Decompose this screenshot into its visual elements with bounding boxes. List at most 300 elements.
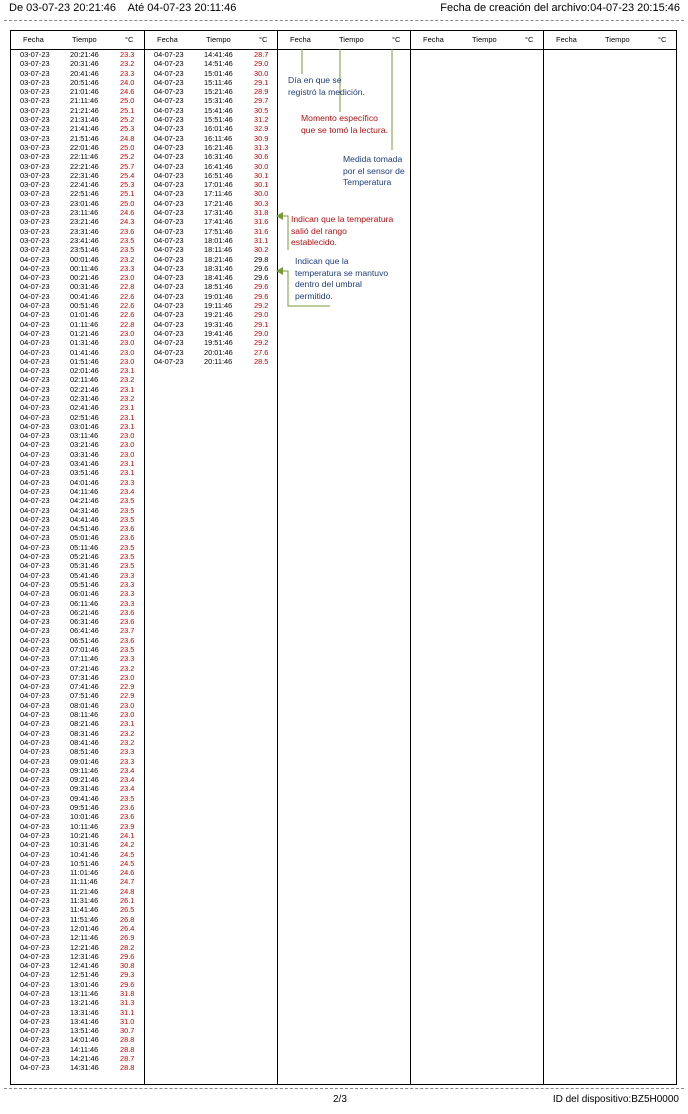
- cell-temp: 23.5: [120, 235, 135, 245]
- table-row: [11, 236, 144, 245]
- cell-date: 04-07-23: [20, 291, 50, 301]
- cell-time: 07:31:46: [70, 672, 99, 682]
- table-row: [145, 171, 278, 180]
- cell-date: 04-07-23: [154, 105, 184, 115]
- cell-temp: 29.2: [254, 301, 269, 311]
- table-row: [11, 468, 144, 477]
- cell-time: 00:51:46: [70, 301, 99, 311]
- cell-time: 18:11:46: [204, 245, 233, 255]
- cell-date: 04-07-23: [20, 914, 50, 924]
- table-row: [145, 264, 278, 273]
- cell-temp: 25.0: [120, 142, 135, 152]
- table-row: [145, 255, 278, 264]
- cell-temp: 29.1: [254, 77, 269, 87]
- cell-time: 15:41:46: [204, 105, 233, 115]
- cell-time: 08:41:46: [70, 737, 99, 747]
- cell-date: 04-07-23: [20, 254, 50, 264]
- cell-time: 00:11:46: [70, 263, 99, 273]
- cell-time: 18:51:46: [204, 282, 233, 292]
- cell-temp: 23.1: [120, 459, 135, 469]
- cell-temp: 23.5: [120, 645, 135, 654]
- cell-temp: 23.6: [120, 635, 135, 645]
- cell-temp: 24.6: [120, 87, 135, 97]
- table-row: [11, 998, 144, 1007]
- created-label: Fecha de creación del archivo:: [440, 2, 591, 14]
- cell-temp: 25.1: [120, 189, 135, 199]
- table-row: [145, 180, 278, 189]
- cell-temp: 30.3: [254, 198, 269, 208]
- table-row: [11, 970, 144, 979]
- cell-time: 00:31:46: [70, 282, 99, 292]
- cell-date: 04-07-23: [20, 858, 50, 868]
- cell-time: 13:41:46: [70, 1016, 99, 1026]
- cell-time: 01:01:46: [70, 310, 99, 320]
- cell-time: 12:31:46: [70, 951, 99, 961]
- table-row: [11, 524, 144, 533]
- cell-temp: 22.6: [120, 291, 135, 301]
- cell-time: 09:11:46: [70, 765, 99, 775]
- cell-temp: 24.8: [120, 133, 135, 143]
- table-row: [11, 645, 144, 654]
- cell-time: 12:21:46: [70, 942, 99, 952]
- cell-temp: 23.5: [120, 542, 135, 552]
- cell-time: 02:11:46: [70, 375, 99, 385]
- cell-date: 04-07-23: [20, 933, 50, 943]
- cell-temp: 23.1: [120, 403, 135, 413]
- cell-time: 01:51:46: [70, 356, 99, 366]
- table-row: [11, 664, 144, 673]
- table-row: [11, 794, 144, 803]
- cell-temp: 29.3: [120, 970, 135, 980]
- cell-temp: 23.1: [120, 384, 135, 394]
- cell-temp: 23.6: [120, 812, 135, 822]
- cell-temp: 23.3: [120, 570, 135, 580]
- cell-temp: 23.2: [120, 737, 135, 747]
- cell-time: 09:51:46: [70, 803, 99, 813]
- cell-date: 04-07-23: [20, 579, 50, 589]
- from-value: 03-07-23 20:21:46: [26, 2, 117, 14]
- cell-temp: 23.2: [120, 393, 135, 403]
- cell-time: 05:51:46: [70, 579, 99, 589]
- cell-temp: 29.6: [254, 273, 269, 283]
- cell-time: 20:11:46: [204, 356, 233, 366]
- cell-time: 03:31:46: [70, 449, 99, 459]
- table-row: [11, 943, 144, 952]
- cell-date: 04-07-23: [20, 998, 50, 1008]
- table-row: [11, 636, 144, 645]
- header-date: Fecha: [23, 35, 44, 44]
- cell-temp: 23.2: [120, 728, 135, 738]
- cell-date: 04-07-23: [20, 905, 50, 915]
- cell-time: 09:31:46: [70, 784, 99, 794]
- cell-temp: 23.0: [120, 347, 135, 357]
- cell-temp: 29.6: [254, 291, 269, 301]
- file-creation-date: [440, 2, 680, 14]
- table-row: [11, 171, 144, 180]
- cell-temp: 23.1: [120, 366, 135, 376]
- cell-temp: 31.8: [254, 208, 269, 218]
- column-header: [544, 31, 677, 50]
- cell-date: 04-07-23: [20, 459, 50, 469]
- cell-date: 04-07-23: [20, 607, 50, 617]
- cell-temp: 26.1: [120, 896, 135, 906]
- cell-temp: 30.8: [120, 961, 135, 971]
- header-date: Fecha: [290, 35, 311, 44]
- cell-time: 20:21:46: [70, 50, 99, 59]
- cell-time: 19:11:46: [204, 301, 233, 311]
- cell-time: 23:31:46: [70, 226, 99, 236]
- table-row: [11, 375, 144, 384]
- cell-date: 04-07-23: [20, 654, 50, 664]
- cell-temp: 30.6: [254, 152, 269, 162]
- cell-temp: 28.7: [254, 50, 269, 59]
- cell-date: 04-07-23: [154, 59, 184, 69]
- table-row: [145, 236, 278, 245]
- cell-temp: 22.9: [120, 682, 135, 692]
- cell-time: 04:51:46: [70, 524, 99, 534]
- cell-date: 04-07-23: [20, 468, 50, 478]
- cell-temp: 28.2: [120, 942, 135, 952]
- column-header: [411, 31, 544, 50]
- table-row: [145, 292, 278, 301]
- cell-time: 17:01:46: [204, 180, 233, 190]
- cell-time: 19:01:46: [204, 291, 233, 301]
- cell-temp: 31.0: [120, 1016, 135, 1026]
- cell-time: 12:01:46: [70, 923, 99, 933]
- cell-time: 11:31:46: [70, 896, 99, 906]
- table-row: [145, 69, 278, 78]
- cell-time: 06:01:46: [70, 589, 99, 599]
- cell-date: 04-07-23: [20, 849, 50, 859]
- cell-temp: 23.0: [120, 672, 135, 682]
- cell-date: 03-07-23: [20, 217, 50, 227]
- cell-temp: 29.8: [254, 254, 269, 264]
- cell-temp: 23.3: [120, 654, 135, 664]
- cell-temp: 23.0: [120, 273, 135, 283]
- cell-time: 21:11:46: [70, 96, 99, 106]
- cell-temp: 23.7: [120, 626, 135, 636]
- cell-temp: 23.1: [120, 421, 135, 431]
- cell-date: 04-07-23: [20, 979, 50, 989]
- cell-temp: 29.6: [254, 263, 269, 273]
- cell-temp: 22.6: [120, 310, 135, 320]
- table-row: [145, 338, 278, 347]
- cell-time: 23:11:46: [70, 208, 99, 218]
- cell-date: 04-07-23: [20, 347, 50, 357]
- table-row: [145, 78, 278, 87]
- cell-time: 11:11:46: [70, 877, 98, 887]
- cell-date: 04-07-23: [20, 821, 50, 831]
- table-row: [11, 831, 144, 840]
- cell-date: 04-07-23: [20, 942, 50, 952]
- cell-temp: 31.6: [254, 217, 269, 227]
- table-row: [11, 357, 144, 366]
- table-row: [11, 422, 144, 431]
- cell-temp: 23.4: [120, 784, 135, 794]
- cell-temp: 26.9: [120, 933, 135, 943]
- cell-date: 04-07-23: [20, 477, 50, 487]
- table-row: [11, 905, 144, 914]
- cell-time: 20:01:46: [204, 347, 233, 357]
- cell-date: 04-07-23: [20, 1016, 50, 1026]
- cell-temp: 24.2: [120, 840, 135, 850]
- cell-date: 04-07-23: [20, 793, 50, 803]
- cell-date: 04-07-23: [20, 273, 50, 283]
- table-row: [11, 50, 144, 59]
- cell-time: 10:41:46: [70, 849, 99, 859]
- table-row: [11, 245, 144, 254]
- table-row: [11, 515, 144, 524]
- cell-date: 04-07-23: [154, 180, 184, 190]
- cell-time: 08:01:46: [70, 700, 99, 710]
- cell-temp: 23.2: [120, 59, 135, 69]
- table-row: [11, 952, 144, 961]
- cell-time: 21:31:46: [70, 115, 99, 125]
- cell-temp: 30.0: [254, 189, 269, 199]
- cell-date: 04-07-23: [20, 514, 50, 524]
- table-row: [11, 320, 144, 329]
- cell-time: 01:31:46: [70, 338, 99, 348]
- cell-temp: 24.3: [120, 217, 135, 227]
- created-value: 04-07-23 20:15:46: [590, 2, 680, 14]
- cell-date: 04-07-23: [20, 356, 50, 366]
- cell-time: 21:21:46: [70, 105, 99, 115]
- cell-temp: 23.0: [120, 431, 135, 441]
- table-row: [145, 208, 278, 217]
- cell-time: 11:51:46: [70, 914, 99, 924]
- cell-temp: 29.6: [120, 979, 135, 989]
- cell-time: 11:21:46: [70, 886, 99, 896]
- cell-time: 01:11:46: [70, 319, 99, 329]
- cell-temp: 23.2: [120, 254, 135, 264]
- cell-temp: 25.7: [120, 161, 135, 171]
- note-out-of-range: Indican que la temperatura salió del rango establecido.: [291, 214, 394, 248]
- table-row: [11, 701, 144, 710]
- cell-date: 04-07-23: [154, 310, 184, 320]
- table-row: [11, 124, 144, 133]
- cell-temp: 24.7: [120, 877, 135, 887]
- cell-temp: 23.6: [120, 524, 135, 534]
- cell-date: 04-07-23: [20, 803, 50, 813]
- cell-date: 03-07-23: [20, 124, 50, 134]
- from-label: De: [9, 2, 24, 14]
- table-row: [11, 561, 144, 570]
- cell-temp: 23.0: [120, 700, 135, 710]
- table-row: [145, 134, 278, 143]
- cell-date: 04-07-23: [20, 263, 50, 273]
- table-row: [145, 59, 278, 68]
- table-row: [11, 877, 144, 886]
- table-row: [11, 1063, 144, 1072]
- cell-time: 16:51:46: [204, 170, 233, 180]
- cell-date: 04-07-23: [154, 338, 184, 348]
- table-row: [11, 924, 144, 933]
- table-column-4: [410, 31, 544, 1084]
- cell-date: 04-07-23: [20, 301, 50, 311]
- device-label: ID del dispositivo:: [552, 1094, 632, 1105]
- report-header: [0, 0, 688, 22]
- table-row: [145, 87, 278, 96]
- table-row: [11, 403, 144, 412]
- cell-temp: 23.3: [120, 263, 135, 273]
- cell-date: 04-07-23: [20, 1035, 50, 1045]
- cell-time: 10:31:46: [70, 840, 99, 850]
- cell-date: 04-07-23: [20, 840, 50, 850]
- table-row: [11, 106, 144, 115]
- cell-time: 16:41:46: [204, 161, 233, 171]
- cell-temp: 26.8: [120, 914, 135, 924]
- table-row: [11, 115, 144, 124]
- table-row: [11, 599, 144, 608]
- table-column-5: [543, 31, 677, 1084]
- cell-time: 05:41:46: [70, 570, 99, 580]
- cell-time: 14:21:46: [70, 1054, 99, 1064]
- cell-time: 19:41:46: [204, 328, 233, 338]
- cell-time: 03:21:46: [70, 440, 99, 450]
- table-row: [145, 348, 278, 357]
- cell-date: 03-07-23: [20, 180, 50, 190]
- cell-time: 21:01:46: [70, 87, 99, 97]
- table-row: [11, 915, 144, 924]
- table-row: [145, 106, 278, 115]
- table-row: [145, 96, 278, 105]
- cell-temp: 23.0: [120, 356, 135, 366]
- table-column-2: [144, 31, 278, 1084]
- cell-date: 03-07-23: [20, 152, 50, 162]
- table-row: [11, 69, 144, 78]
- cell-time: 02:41:46: [70, 403, 99, 413]
- table-row: [11, 673, 144, 682]
- cell-date: 04-07-23: [154, 189, 184, 199]
- cell-time: 02:21:46: [70, 384, 99, 394]
- cell-time: 09:01:46: [70, 756, 99, 766]
- table-row: [11, 59, 144, 68]
- cell-date: 04-07-23: [154, 226, 184, 236]
- cell-time: 07:21:46: [70, 663, 99, 673]
- cell-temp: 23.0: [120, 710, 135, 720]
- table-row: [11, 329, 144, 338]
- cell-time: 11:41:46: [70, 905, 99, 915]
- cell-temp: 31.3: [120, 998, 135, 1008]
- table-row: [11, 143, 144, 152]
- cell-temp: 23.2: [120, 375, 135, 385]
- table-row: [11, 162, 144, 171]
- cell-temp: 30.7: [120, 1026, 135, 1036]
- cell-date: 03-07-23: [20, 77, 50, 87]
- cell-temp: 25.3: [120, 180, 135, 190]
- cell-date: 03-07-23: [20, 226, 50, 236]
- table-row: [11, 961, 144, 970]
- cell-time: 10:51:46: [70, 858, 99, 868]
- cell-date: 04-07-23: [154, 208, 184, 218]
- cell-time: 13:21:46: [70, 998, 99, 1008]
- cell-temp: 23.3: [120, 50, 135, 59]
- cell-time: 12:41:46: [70, 961, 99, 971]
- cell-temp: 23.3: [120, 68, 135, 78]
- table-row: [145, 273, 278, 282]
- table-row: [11, 1045, 144, 1054]
- cell-time: 04:01:46: [70, 477, 99, 487]
- note-in-range: Indican que la temperatura se mantuvo dentro del umbral permitido.: [295, 256, 389, 301]
- cell-time: 03:01:46: [70, 421, 99, 431]
- cell-time: 01:21:46: [70, 328, 99, 338]
- cell-date: 04-07-23: [20, 542, 50, 552]
- cell-temp: 23.0: [120, 328, 135, 338]
- cell-date: 04-07-23: [20, 830, 50, 840]
- header-date: Fecha: [556, 35, 577, 44]
- cell-date: 03-07-23: [20, 198, 50, 208]
- table-row: [145, 301, 278, 310]
- cell-temp: 31.6: [254, 226, 269, 236]
- cell-time: 21:41:46: [70, 124, 99, 134]
- cell-date: 04-07-23: [154, 328, 184, 338]
- cell-temp: 28.8: [120, 1035, 135, 1045]
- cell-date: 04-07-23: [154, 96, 184, 106]
- cell-date: 04-07-23: [20, 663, 50, 673]
- cell-date: 03-07-23: [20, 161, 50, 171]
- cell-time: 04:31:46: [70, 505, 99, 515]
- cell-time: 02:51:46: [70, 412, 99, 422]
- cell-date: 04-07-23: [20, 338, 50, 348]
- table-row: [11, 543, 144, 552]
- cell-temp: 23.5: [120, 561, 135, 571]
- cell-date: 04-07-23: [20, 951, 50, 961]
- table-row: [11, 691, 144, 700]
- table-row: [11, 1017, 144, 1026]
- cell-date: 04-07-23: [20, 719, 50, 729]
- table-row: [11, 431, 144, 440]
- cell-date: 04-07-23: [154, 356, 184, 366]
- table-row: [11, 719, 144, 728]
- cell-date: 03-07-23: [20, 68, 50, 78]
- cell-date: 04-07-23: [20, 486, 50, 496]
- cell-time: 23:21:46: [70, 217, 99, 227]
- cell-time: 06:51:46: [70, 635, 99, 645]
- cell-temp: 27.6: [254, 347, 269, 357]
- cell-temp: 25.4: [120, 170, 135, 180]
- cell-time: 18:31:46: [204, 263, 233, 273]
- header-temp: °C: [259, 35, 268, 44]
- cell-temp: 23.5: [120, 245, 135, 255]
- cell-date: 04-07-23: [20, 1026, 50, 1036]
- table-row: [11, 933, 144, 942]
- cell-temp: 23.3: [120, 477, 135, 487]
- cell-time: 22:31:46: [70, 170, 99, 180]
- cell-temp: 23.4: [120, 775, 135, 785]
- cell-time: 12:51:46: [70, 970, 99, 980]
- cell-date: 04-07-23: [20, 1007, 50, 1017]
- cell-temp: 25.2: [120, 115, 135, 125]
- cell-time: 14:41:46: [204, 50, 233, 59]
- cell-date: 03-07-23: [20, 87, 50, 97]
- cell-date: 04-07-23: [154, 273, 184, 283]
- table-row: [11, 385, 144, 394]
- cell-date: 04-07-23: [154, 347, 184, 357]
- cell-temp: 25.3: [120, 124, 135, 134]
- cell-temp: 29.0: [254, 328, 269, 338]
- cell-temp: 25.0: [120, 96, 135, 106]
- cell-date: 04-07-23: [154, 170, 184, 180]
- table-row: [11, 440, 144, 449]
- table-row: [11, 338, 144, 347]
- cell-date: 04-07-23: [154, 77, 184, 87]
- cell-date: 03-07-23: [20, 245, 50, 255]
- cell-temp: 23.1: [120, 719, 135, 729]
- table-row: [11, 775, 144, 784]
- cell-time: 08:21:46: [70, 719, 99, 729]
- table-row: [11, 413, 144, 422]
- cell-temp: 22.6: [120, 301, 135, 311]
